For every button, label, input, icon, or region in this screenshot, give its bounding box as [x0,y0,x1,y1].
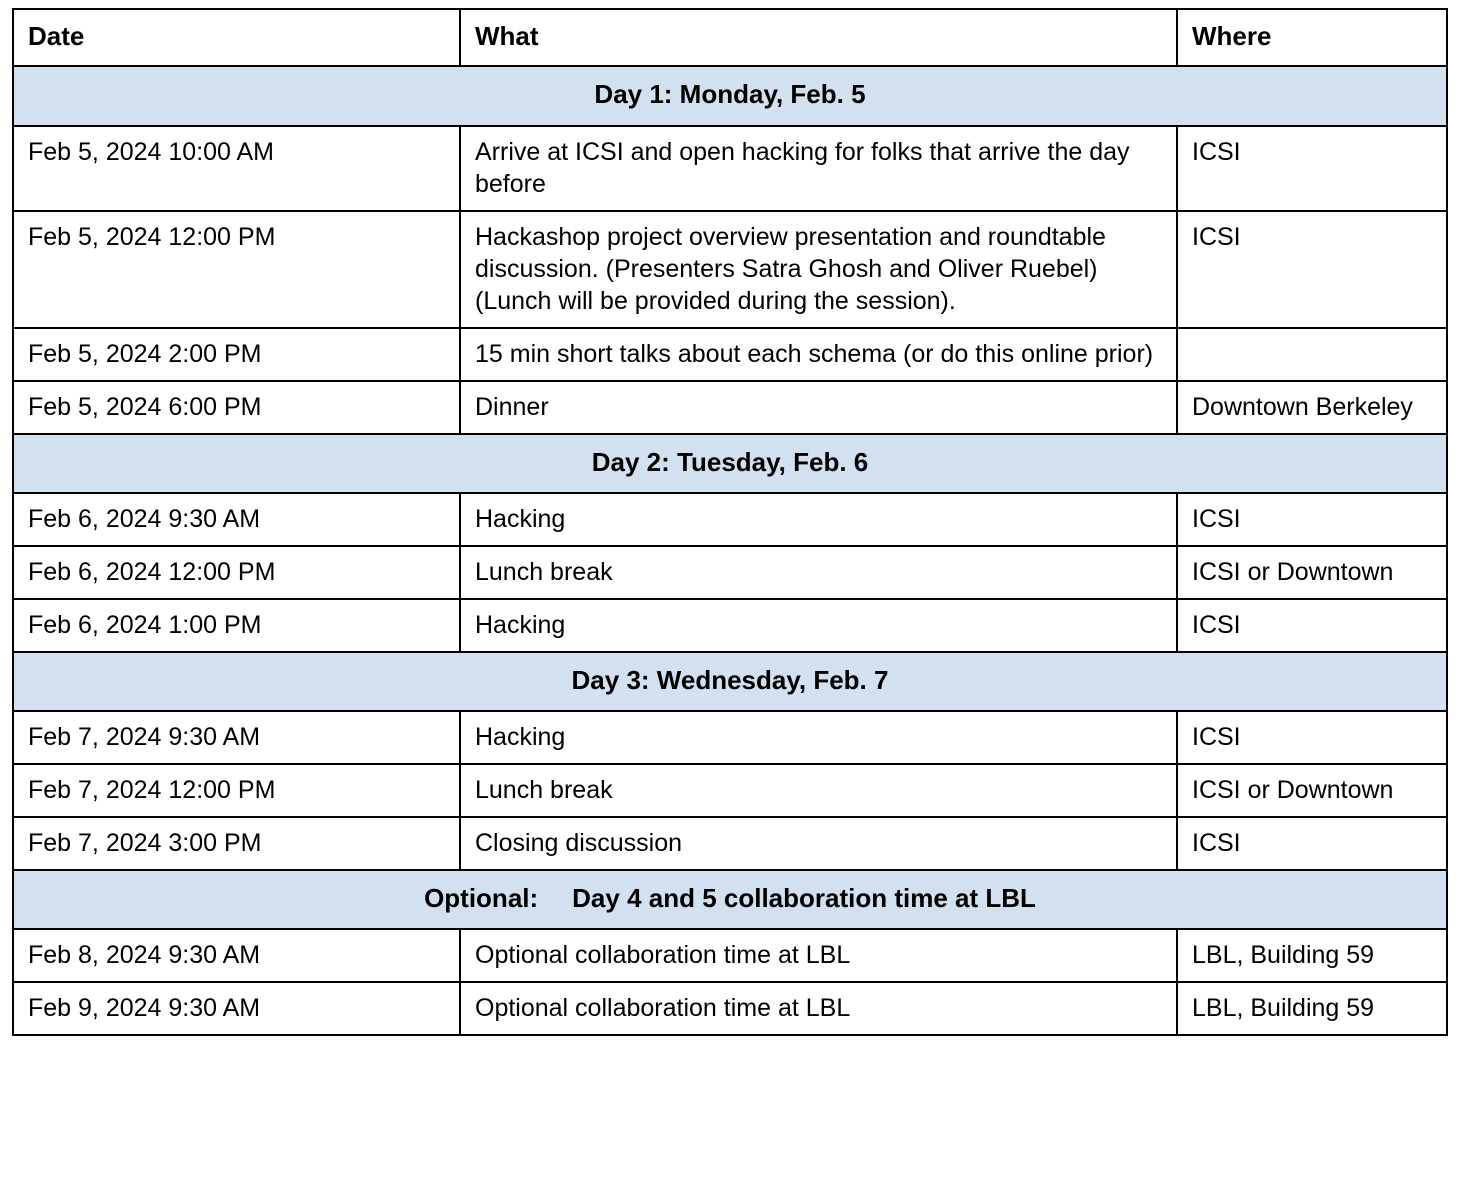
optional-section-wrapper [424,882,1036,915]
cell-what: Hacking [460,493,1177,546]
section-header-label: Day 3: Wednesday, Feb. 7 [571,664,889,695]
section-header-row [13,434,1447,493]
cell-where: ICSI [1177,211,1447,328]
schedule-table [12,8,1448,1036]
cell-date: Feb 8, 2024 9:30 AM [13,929,460,982]
cell-where: ICSI [1177,126,1447,211]
cell-what: Hackashop project overview presentation and roundtable discussion. (Presenters Satra Ghosh and Oliver Ruebel) (Lunch will be provided during the session). [460,211,1177,328]
cell-where: LBL, Building 59 [1177,982,1447,1035]
cell-date: Feb 5, 2024 10:00 AM [13,126,460,211]
section-header-cell [13,434,1447,493]
table-row [13,599,1447,652]
cell-date: Feb 7, 2024 9:30 AM [13,711,460,764]
optional-label: Optional: [424,883,539,914]
cell-what: Optional collaboration time at LBL [460,982,1177,1035]
table-row [13,546,1447,599]
cell-what: Hacking [460,711,1177,764]
table-row [13,493,1447,546]
cell-what: Lunch break [460,764,1177,817]
table-row [13,817,1447,870]
cell-where: Downtown Berkeley [1177,381,1447,434]
cell-what: Hacking [460,599,1177,652]
cell-where: ICSI or Downtown [1177,546,1447,599]
section-header-cell [13,870,1447,929]
section-header-label: Day 1: Monday, Feb. 5 [594,79,866,110]
cell-date: Feb 7, 2024 3:00 PM [13,817,460,870]
table-row [13,211,1447,328]
table-body [13,66,1447,1035]
cell-date: Feb 5, 2024 2:00 PM [13,328,460,381]
section-header-label: Day 2: Tuesday, Feb. 6 [591,446,869,477]
cell-what: Dinner [460,381,1177,434]
section-header-row [13,66,1447,125]
cell-where [1177,328,1447,381]
column-header-what: What [460,9,1177,66]
cell-what: Closing discussion [460,817,1177,870]
table-row [13,929,1447,982]
table-row [13,764,1447,817]
cell-date: Feb 6, 2024 12:00 PM [13,546,460,599]
table-row [13,328,1447,381]
cell-where: ICSI [1177,493,1447,546]
table-header [13,9,1447,66]
cell-date: Feb 5, 2024 6:00 PM [13,381,460,434]
column-header-where: Where [1177,9,1447,66]
cell-what: Lunch break [460,546,1177,599]
cell-where: ICSI [1177,599,1447,652]
cell-date: Feb 9, 2024 9:30 AM [13,982,460,1035]
cell-what: Arrive at ICSI and open hacking for folks that arrive the day before [460,126,1177,211]
cell-where: LBL, Building 59 [1177,929,1447,982]
table-row [13,711,1447,764]
section-header-row [13,652,1447,711]
table-row [13,982,1447,1035]
cell-date: Feb 6, 2024 9:30 AM [13,493,460,546]
cell-date: Feb 5, 2024 12:00 PM [13,211,460,328]
cell-where: ICSI or Downtown [1177,764,1447,817]
section-header-cell [13,66,1447,125]
cell-where: ICSI [1177,817,1447,870]
column-header-date: Date [13,9,460,66]
cell-what: Optional collaboration time at LBL [460,929,1177,982]
table-row [13,126,1447,211]
section-header-cell [13,652,1447,711]
table-header-row [13,9,1447,66]
cell-where: ICSI [1177,711,1447,764]
section-header-label: Day 4 and 5 collaboration time at LBL [572,883,1036,914]
section-header-row [13,870,1447,929]
cell-what: 15 min short talks about each schema (or do this online prior) [460,328,1177,381]
table-row [13,381,1447,434]
cell-date: Feb 7, 2024 12:00 PM [13,764,460,817]
cell-date: Feb 6, 2024 1:00 PM [13,599,460,652]
